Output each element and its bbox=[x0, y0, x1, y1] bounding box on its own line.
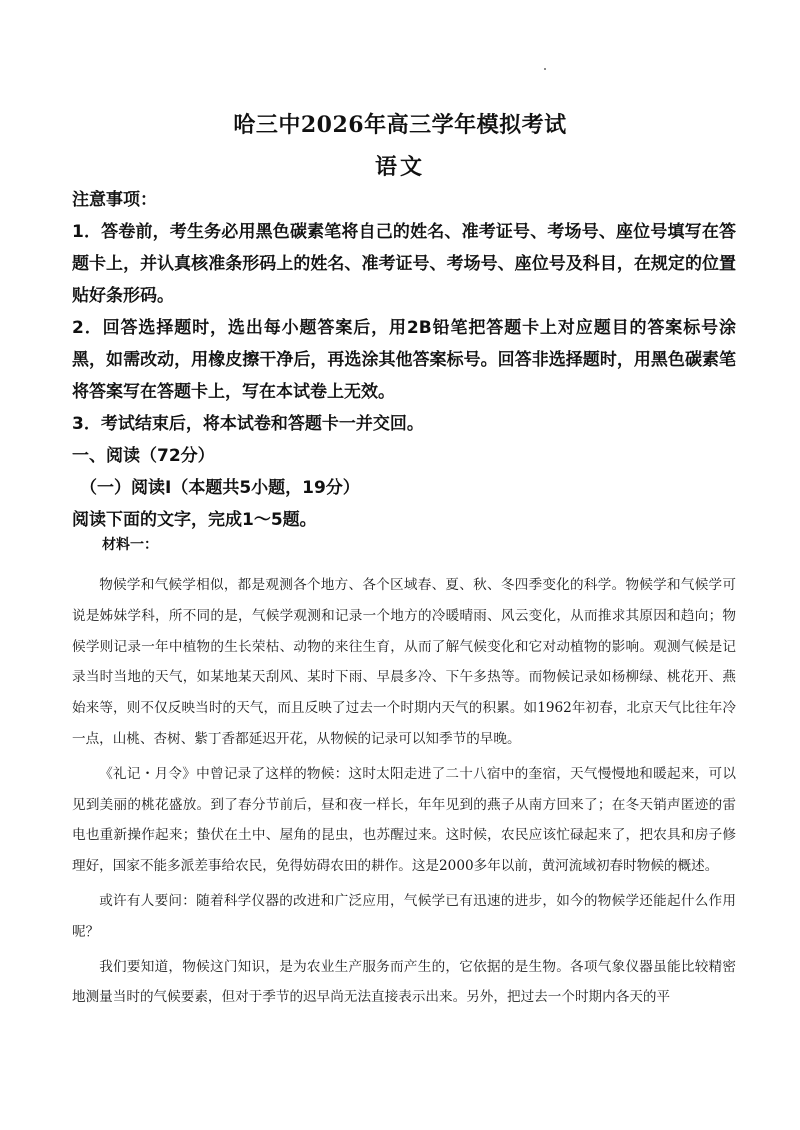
material-label: 材料一： bbox=[102, 537, 158, 553]
notes-item-2: 2．回答选择题时，选出每小题答案后，用2B铅笔把答题卡上对应题目的答案标号涂黑，如需改动，用橡皮擦干净后，再选涂其他答案标号。回答非选择题时，用黑色碳素笔将答案写在答题卡上，写在本试卷上无效。 bbox=[72, 318, 736, 402]
reading-passage bbox=[72, 570, 736, 1013]
exam-title: 哈三中2026年高三学年模拟考试 bbox=[233, 112, 567, 138]
subsection-heading: （一）阅读Ⅰ（本题共5小题，19分） bbox=[80, 478, 360, 498]
exam-subject: 语文 bbox=[374, 154, 425, 180]
scan-speck bbox=[544, 68, 546, 70]
notes-item-1: 1．答卷前，考生务必用黑色碳素笔将自己的姓名、准考证号、考场号、座位号填写在答题卡上，并认真核准条形码上的姓名、准考证号、考场号、座位号及科目，在规定的位置贴好条形码。 bbox=[72, 222, 736, 306]
passage-paragraph-2: 《礼记・月令》中曾记录了这样的物候：这时太阳走进了二十八宿中的奎宿，天气慢慢地和暖起来，可以见到美丽的桃花盛放。到了春分节前后，昼和夜一样长，年年见到的燕子从南方回来了；在冬天销声匿迹的雷电也重新操作起来；蛰伏在土中、屋角的昆虫，也苏醒过来。这时候，农民应该忙碌起来了，把农具和房子修理好，国家不能多派差事给农民，免得妨碍农田的耕作。这是2000多年以前，黄河流域初春时物候的概述。 bbox=[72, 765, 736, 875]
passage-paragraph-4: 我们要知道，物候这门知识，是为农业生产服务而产生的，它依据的是生物。各项气象仪器虽能比较精密地测量当时的气候要素，但对于季节的迟早尚无法直接表示出来。另外，把过去一个时期内各天的平 bbox=[72, 958, 736, 1006]
section-heading: 一、阅读（72分） bbox=[72, 446, 215, 466]
reading-instruction: 阅读下面的文字，完成1～5题。 bbox=[72, 510, 317, 530]
passage-paragraph-3: 或许有人要问：随着科学仪器的改进和广泛应用，气候学已有迅速的进步，如今的物候学还能起什么作用呢？ bbox=[72, 892, 736, 940]
notes-item-3: 3．考试结束后，将本试卷和答题卡一并交回。 bbox=[72, 414, 424, 434]
notes-heading: 注意事项： bbox=[72, 190, 157, 210]
exam-notes bbox=[72, 184, 736, 536]
passage-paragraph-1: 物候学和气候学相似，都是观测各个地方、各个区域春、夏、秋、冬四季变化的科学。物候学和气候学可说是姊妹学科，所不同的是，气候学观测和记录一个地方的冷暖晴雨、风云变化，从而推求其原因和趋向；物候学则记录一年中植物的生长荣枯、动物的来往生育，从而了解气候变化和它对动植物的影响。观测气候是记录当时当地的天气，如某地某天刮风、某时下雨、早晨多冷、下午多热等。而物候记录如杨柳绿、桃花开、燕始来等，则不仅反映当时的天气，而且反映了过去一个时期内天气的积累。如1962年初春，北京天气比往年冷一点，山桃、杏树、紫丁香都延迟开花，从物候的记录可以知季节的早晚。 bbox=[72, 577, 736, 747]
